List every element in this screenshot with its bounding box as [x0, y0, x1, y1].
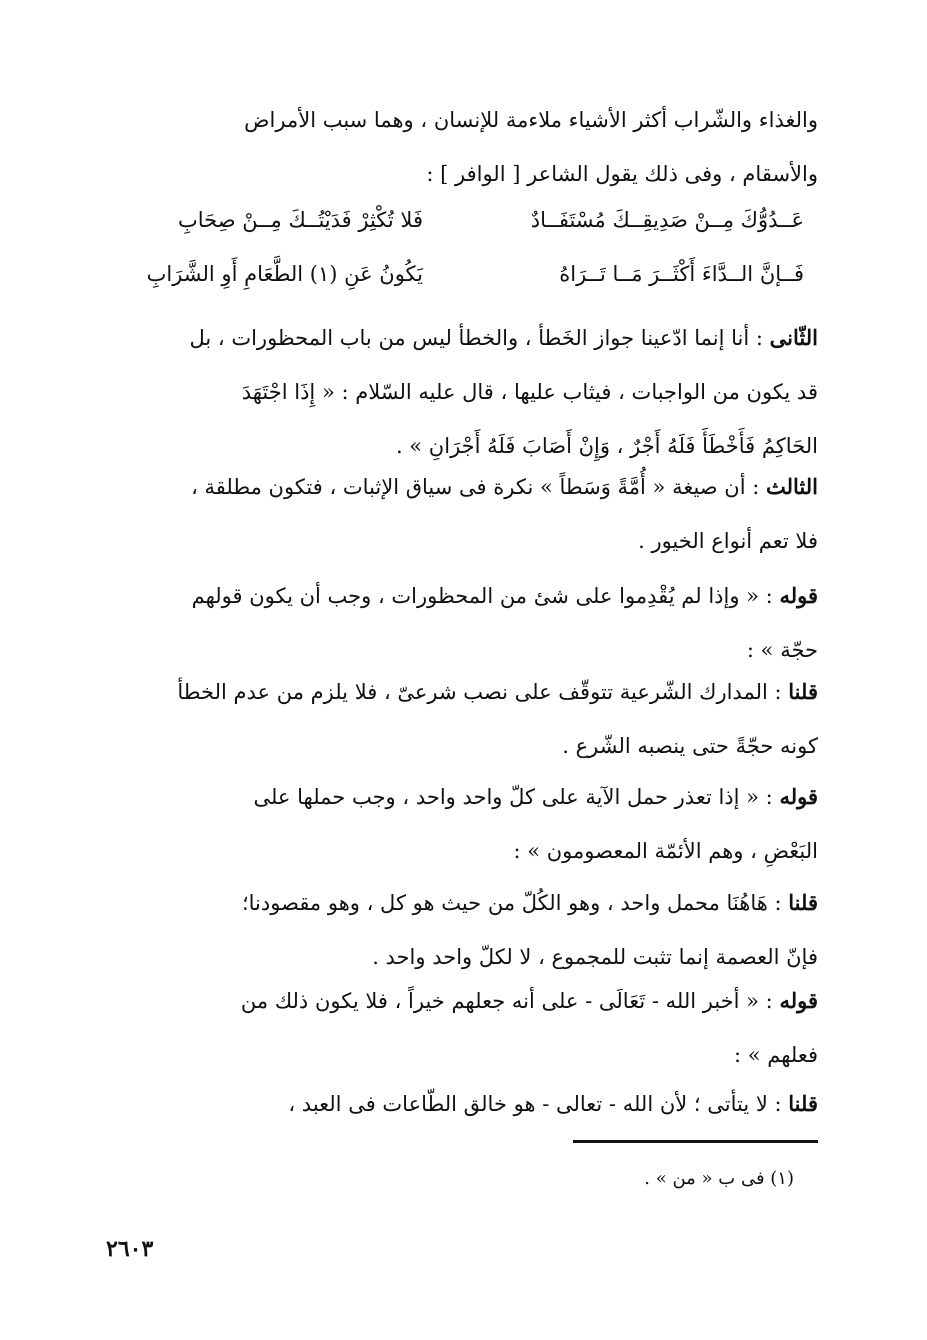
- paragraph-label: قلنا: [788, 679, 818, 704]
- paragraph-text: : « إذا تعذر حمل الآية على كلّ واحد واحد ، وجب حملها على: [253, 785, 773, 809]
- paragraph-text: : أنا إنما ادّعينا جواز الخَطأ ، والخطأ ليس من باب المحظورات ، بل: [189, 326, 763, 350]
- paragraph-third-line-2: فلا تعم أنواع الخيور .: [638, 529, 818, 553]
- paragraph-third-line-1: [100, 460, 818, 514]
- intro-paragraph: [100, 93, 818, 201]
- footnote: (١) فى ب « من » .: [644, 1168, 794, 1189]
- paragraph-qawluhu-3-line-1: [100, 974, 818, 1028]
- footnote-divider: [573, 1140, 818, 1143]
- paragraph-label: قلنا: [788, 890, 818, 915]
- verse-1-second-hemistich: فَلا تُكْثِرْ فَدَيْتُــكَ مِــنْ صِحَابِ: [178, 208, 423, 232]
- paragraph-qawluhu-2-line-2: البَعْضِ ، وهم الأئمّة المعصومون » :: [513, 839, 818, 863]
- paragraph-label: قوله: [779, 583, 818, 608]
- verse-1-first-hemistich: عَــدُوُّكَ مِــنْ صَدِيقِــكَ مُسْتَفَــادٌ: [530, 208, 804, 232]
- paragraph-qulna-2: [100, 876, 818, 984]
- paragraph-qulna-2-line-1: [100, 876, 818, 930]
- page-number: ٢٦٠٣: [106, 1236, 154, 1262]
- paragraph-qulna-1-line-1: [100, 665, 818, 719]
- paragraph-qulna-1-line-2: كونه حجّةً حتى ينصبه الشّرع .: [562, 734, 818, 758]
- paragraph-text: : المدارك الشّرعية تتوقّف على نصب شرعىّ ، فلا يلزم من عدم الخطأ: [177, 680, 782, 704]
- paragraph-qulna-2-line-2: فإنّ العصمة إنما تثبت للمجموع ، لا لكلّ واحد واحد .: [372, 945, 818, 969]
- paragraph-text: : لا يتأتى ؛ لأن الله - تعالى - هو خالق الطّاعات فى العبد ،: [288, 1092, 782, 1116]
- paragraph-qawluhu-3: [100, 974, 818, 1082]
- paragraph-qawluhu-3-line-2: فعلهم » :: [733, 1043, 818, 1067]
- paragraph-text: : « أخبر الله - تَعَالَى - على أنه جعلهم خيراً ، فلا يكون ذلك من: [240, 989, 773, 1013]
- intro-line-1: والغذاء والشّراب أكثر الأشياء ملاءمة للإنسان ، وهما سبب الأمراض: [244, 108, 818, 132]
- poem-verse-2: [100, 247, 818, 301]
- paragraph-qawluhu-1-line-2: حجّة » :: [746, 638, 818, 662]
- paragraph-label: قوله: [779, 784, 818, 809]
- paragraph-text: : أن صيغة « أُمَّةً وَسَطاً » نكرة فى سياق الإثبات ، فتكون مطلقة ،: [191, 475, 760, 499]
- paragraph-qawluhu-1-line-1: [100, 569, 818, 623]
- verse-2-second-hemistich: يَكُونُ عَنِ (١) الطَّعَامِ أَوِ الشَّرَابِ: [146, 262, 423, 286]
- paragraph-qulna-3: [100, 1077, 818, 1131]
- paragraph-qawluhu-1: [100, 569, 818, 677]
- paragraph-second-line-2: قد يكون من الواجبات ، فيثاب عليها ، قال عليه السّلام : « إِذَا اجْتَهَدَ: [241, 380, 818, 404]
- paragraph-third: [100, 460, 818, 568]
- paragraph-qulna-1: [100, 665, 818, 773]
- paragraph-second-line-3: الحَاكِمُ فَأَخْطَأَ فَلَهُ أَجْرٌ ، وَإِنْ أَصَابَ فَلَهُ أَجْرَانِ » .: [395, 434, 818, 458]
- verse-2-first-hemistich: فَــإنَّ الــدَّاءَ أَكْثَــرَ مَــا تَــرَاهُ: [559, 262, 804, 286]
- paragraph-qulna-3-line-1: [100, 1077, 818, 1131]
- paragraph-text: : هَاهُنَا محمل واحد ، وهو الكُلّ من حيث هو كل ، وهو مقصودنا؛: [241, 891, 782, 915]
- intro-line-2: والأسقام ، وفى ذلك يقول الشاعر [ الوافر ] :: [426, 162, 818, 186]
- paragraph-label: الثّانى: [769, 325, 818, 350]
- paragraph-text: : « وإذا لم يُقْدِموا على شئ من المحظورات ، وجب أن يكون قولهم: [191, 584, 773, 608]
- paragraph-second-line-1: [100, 311, 818, 365]
- paragraph-qawluhu-2-line-1: [100, 770, 818, 824]
- paragraph-qawluhu-2: [100, 770, 818, 878]
- poem-verse-1: [100, 193, 818, 247]
- paragraph-second: [100, 311, 818, 473]
- paragraph-label: قلنا: [788, 1091, 818, 1116]
- paragraph-label: الثالث: [766, 474, 818, 499]
- paragraph-label: قوله: [779, 988, 818, 1013]
